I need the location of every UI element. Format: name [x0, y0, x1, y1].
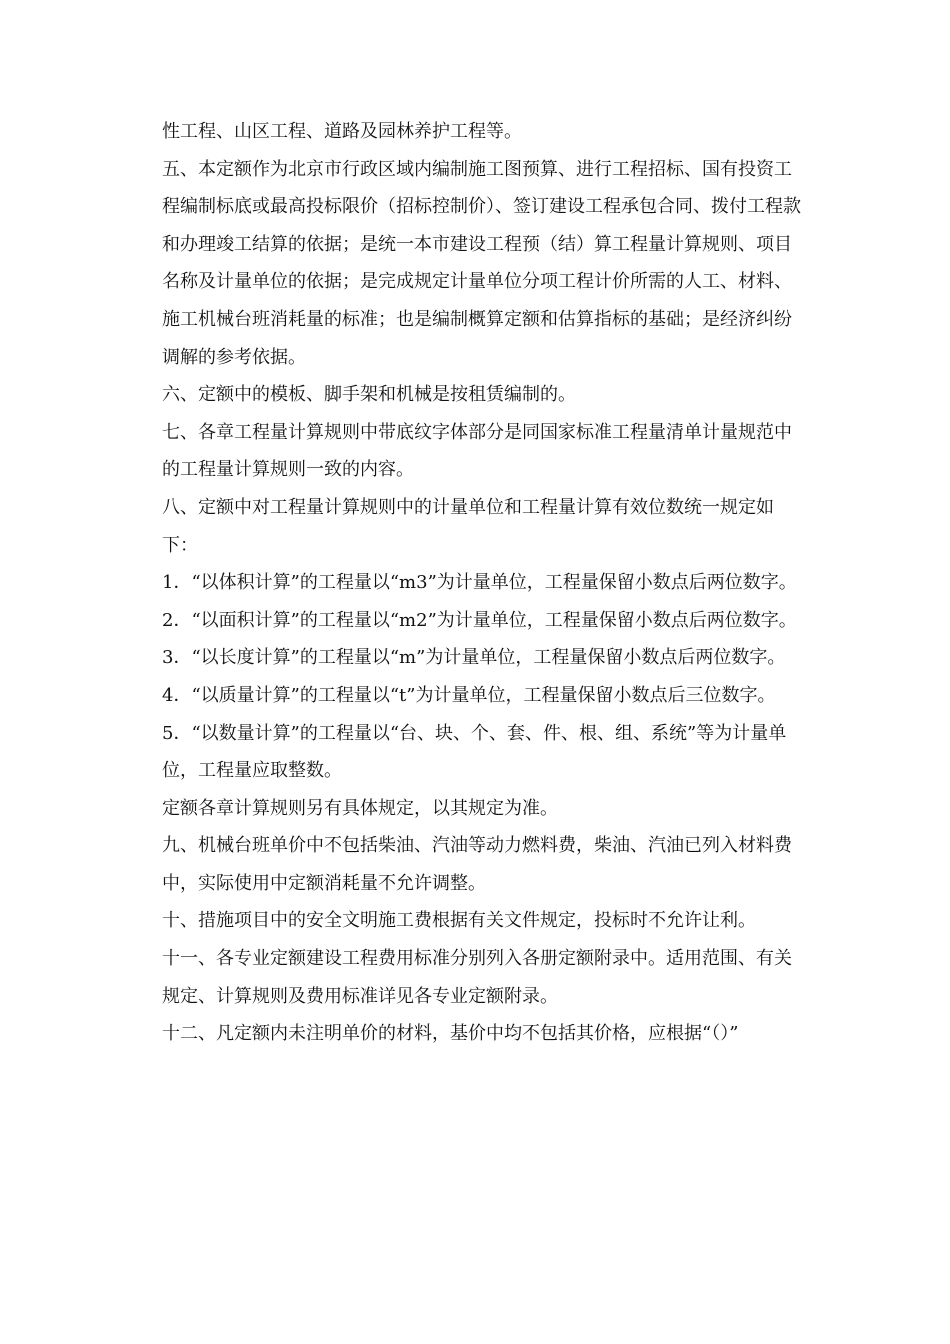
- paragraph-item-8: 八、定额中对工程量计算规则中的计量单位和工程量计算有效位数统一规定如下：: [162, 496, 774, 556]
- list-item-volume: 1．“以体积计算”的工程量以“m3”为计量单位，工程量保留小数点后两位数字。: [162, 572, 797, 594]
- document-body: [162, 113, 802, 1053]
- list-item-quantity: 5．“以数量计算”的工程量以“台、块、个、套、件、根、组、系统”等为计量单位，工程量应取整数。: [162, 722, 787, 782]
- paragraph-item-11: 十一、各专业定额建设工程费用标准分别列入各册定额附录中。适用范围、有关规定、计算规则及费用标准详见各专业定额附录。: [162, 948, 792, 1007]
- paragraph-item-12: 十二、凡定额内未注明单价的材料，基价中均不包括其价格，应根据“（）”: [162, 1023, 739, 1045]
- list-item-length: 3．“以长度计算”的工程量以“m”为计量单位，工程量保留小数点后两位数字。: [162, 647, 786, 669]
- paragraph-item-7: 七、各章工程量计算规则中带底纹字体部分是同国家标准工程量清单计量规范中的工程量计算规则一致的内容。: [162, 421, 792, 481]
- paragraph-item-9: 九、机械台班单价中不包括柴油、汽油等动力燃料费，柴油、汽油已列入材料费中，实际使用中定额消耗量不允许调整。: [162, 835, 792, 894]
- list-item-area: 2．“以面积计算”的工程量以“m2”为计量单位，工程量保留小数点后两位数字。: [162, 609, 797, 631]
- paragraph-item-6: 六、定额中的模板、脚手架和机械是按租赁编制的。: [162, 384, 576, 406]
- paragraph-item-5: 五、本定额作为北京市行政区域内编制施工图预算、进行工程招标、国有投资工程编制标底或最高投标限价（招标控制价）、签订建设工程承包合同、拨付工程款和办理竣工结算的依据；是统一本市建设工程预（结）算工程量计算规则、项目名称及计量单位的依据；是完成规定计量单位分项工程计价所需的人工、材料、施工机械台班消耗量的标准；也是编制概算定额和估算指标的基础；是经济纠纷调解的参考依据。: [162, 158, 801, 368]
- paragraph-continuation: 性工程、山区工程、道路及园林养护工程等。: [162, 121, 522, 142]
- paragraph-item-10: 十、措施项目中的安全文明施工费根据有关文件规定，投标时不允许让利。: [162, 910, 756, 932]
- paragraph-rule-note: 定额各章计算规则另有具体规定，以其规定为准。: [162, 797, 558, 819]
- list-item-mass: 4．“以质量计算”的工程量以“t”为计量单位，工程量保留小数点后三位数字。: [162, 684, 776, 706]
